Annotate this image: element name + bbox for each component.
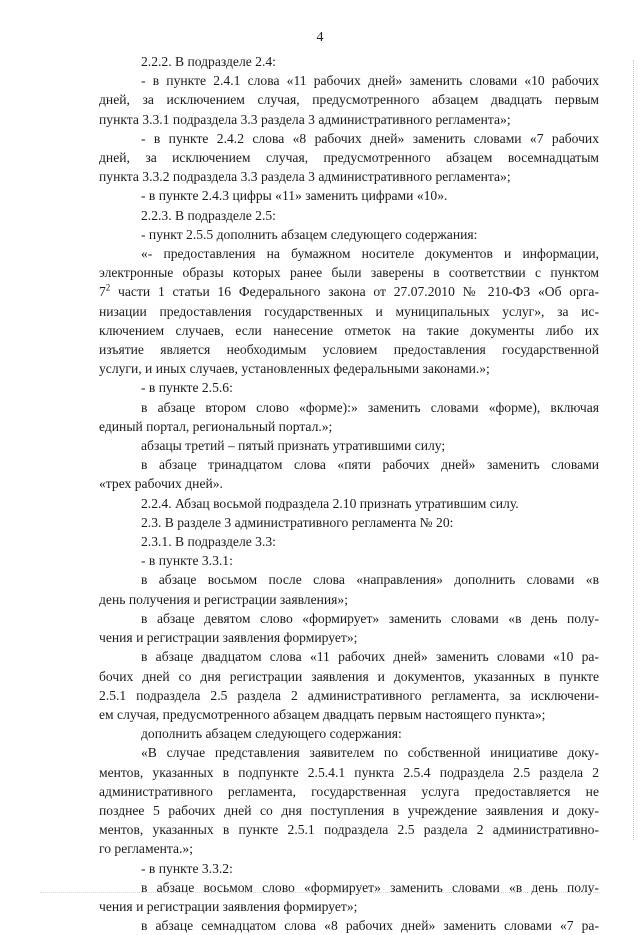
text-line [99, 724, 599, 743]
document-body [99, 52, 599, 935]
text-line-content: день получения и регистрации заявления»; [99, 591, 349, 607]
text-line [99, 820, 599, 839]
text-line [99, 167, 599, 186]
text-line-content: 2.3. В разделе 3 административного регламента № 20: [141, 514, 454, 530]
scan-bottom-artifact [40, 891, 600, 893]
text-line [99, 206, 599, 225]
text-line-content-cont: части 1 статьи 16 Федерального закона от 27.07.2010 № 210-ФЗ «Об орга- [110, 284, 599, 300]
text-line [99, 878, 599, 897]
text-line [99, 148, 599, 167]
text-line [99, 743, 599, 762]
text-line [99, 90, 599, 109]
text-line [99, 244, 599, 263]
text-line [99, 359, 599, 378]
text-line-content: - пункт 2.5.5 дополнить абзацем следующего содержания: [141, 226, 478, 242]
text-line-content: го регламента.»; [99, 841, 193, 857]
text-line-content: в абзаце семнадцатом слова «8 рабочих дней» заменить словами «7 ра- [141, 918, 599, 934]
page-number: 4 [316, 30, 324, 45]
text-line [99, 225, 599, 244]
text-line [99, 398, 599, 417]
text-line [99, 705, 599, 724]
text-line-content: 2.3.1. В подразделе 3.3: [141, 534, 276, 550]
text-line-content: абзацы третий – пятый признать утратившими силу; [141, 438, 446, 454]
text-line [99, 686, 599, 705]
text-line [99, 859, 599, 878]
text-line [99, 494, 599, 513]
text-line-content: в абзаце восьмом после слова «направления» дополнить словами «в [141, 572, 599, 588]
text-line-content: ем случая, предусмотренного абзацем двадцать первым настоящего пункта»; [99, 706, 546, 722]
text-line [99, 436, 599, 455]
text-line [99, 839, 599, 858]
text-line [99, 302, 599, 321]
text-line [99, 417, 599, 436]
text-line [99, 916, 599, 935]
text-line-content: административного регламента, государственная услуга предоставляется не [99, 783, 599, 799]
text-line-content: «трех рабочих дней». [99, 476, 223, 492]
text-line-content: чения и регистрации заявления формирует»; [99, 898, 358, 914]
text-line [99, 340, 599, 359]
text-line-content: 2.5.1 подраздела 2.5 раздела 2 административного регламента, за исключени- [99, 687, 599, 703]
text-line [99, 263, 599, 282]
text-line [99, 647, 599, 666]
text-line-content: позднее 5 рабочих дней со дня поступления в учреждение заявления и доку- [99, 802, 599, 818]
text-line-content: дополнить абзацем следующего содержания: [141, 726, 402, 742]
text-line [99, 455, 599, 474]
superscript: 2 [105, 282, 111, 293]
text-line-content: - в пункте 2.4.1 слова «11 рабочих дней» заменить словами «10 рабочих [141, 73, 599, 89]
text-line [99, 378, 599, 397]
text-line [99, 801, 599, 820]
text-line [99, 71, 599, 90]
text-line [99, 532, 599, 551]
scan-edge-artifact [632, 60, 634, 840]
text-line [99, 110, 599, 129]
text-line-content: ментов, указанных в подпункте 2.5.4.1 пункта 2.5.4 подраздела 2.5 раздела 2 [99, 764, 599, 780]
text-line-content: «- предоставления на бумажном носителе документов и информации, [141, 246, 599, 262]
text-line [99, 513, 599, 532]
text-line-content: пункта 3.3.2 подраздела 3.3 раздела 3 административного регламента»; [99, 169, 511, 185]
text-line-content: в абзаце втором слово «форме):» заменить словами «форме), включая [141, 399, 599, 415]
text-line [99, 282, 599, 301]
text-line-content: бочих дней со дня регистрации заявления и документов, указанных в пункте [99, 668, 599, 684]
text-line-content: низации предоставления государственных и муниципальных услуг», за ис- [99, 303, 599, 319]
text-line-content: в абзаце восьмом слово «формирует» заменить словами «в день полу- [141, 879, 599, 895]
text-line-content: «В случае представления заявителем по собственной инициативе доку- [141, 745, 599, 761]
text-line-content: 2.2.3. В подразделе 2.5: [141, 207, 276, 223]
text-line-content: ключением случаев, если нанесение отметок на такие документы либо их [99, 322, 599, 338]
text-line-content: - в пункте 3.3.2: [141, 860, 233, 876]
text-line-content: услуги, и иных случаев, установленных федеральными законами.»; [99, 361, 490, 377]
text-line-content: - в пункте 3.3.1: [141, 553, 233, 569]
text-line-content: чения и регистрации заявления формирует»; [99, 630, 358, 646]
text-line-content: дней, за исключением случая, предусмотренного абзацем восемнадцатым [99, 150, 599, 166]
text-line [99, 897, 599, 916]
text-line-content: единый портал, региональный портал.»; [99, 418, 333, 434]
text-line-content: ментов, указанных в пункте 2.5.1 подраздела 2.5 раздела 2 административно- [99, 822, 599, 838]
text-line-content: 2.2.4. Абзац восьмой подраздела 2.10 признать утратившим силу. [141, 495, 519, 511]
text-line [99, 763, 599, 782]
text-line [99, 129, 599, 148]
text-line-content: в абзаце девятом слово «формирует» заменить словами «в день полу- [141, 610, 599, 626]
text-line-content: 2.2.2. В подразделе 2.4: [141, 54, 276, 69]
text-line-content: изъятие является необходимым условием предоставления государственной [99, 342, 599, 358]
text-line-content: электронные образы которых ранее были заверены в соответствии с пунктом [99, 265, 599, 281]
text-line [99, 570, 599, 589]
text-line-content: - в пункте 2.4.2 слова «8 рабочих дней» заменить словами «7 рабочих [141, 130, 599, 146]
text-line-content: в абзаце тринадцатом слова «пяти рабочих дней» заменить словами [141, 457, 599, 473]
text-line [99, 628, 599, 647]
text-line [99, 474, 599, 493]
text-line-content: 7 [99, 284, 106, 300]
text-line-content: дней, за исключением случая, предусмотренного абзацем двадцать первым [99, 92, 599, 108]
text-line-content: пункта 3.3.1 подраздела 3.3 раздела 3 административного регламента»; [99, 111, 511, 127]
text-line [99, 186, 599, 205]
text-line-content: - в пункте 2.5.6: [141, 380, 233, 396]
text-line [99, 609, 599, 628]
text-line [99, 321, 599, 340]
text-line [99, 667, 599, 686]
text-line-content: в абзаце двадцатом слова «11 рабочих дней» заменить словами «10 ра- [141, 649, 599, 665]
text-line [99, 52, 599, 71]
text-line [99, 590, 599, 609]
text-line [99, 551, 599, 570]
text-line [99, 782, 599, 801]
text-line-content: - в пункте 2.4.3 цифры «11» заменить цифрами «10». [141, 188, 448, 204]
